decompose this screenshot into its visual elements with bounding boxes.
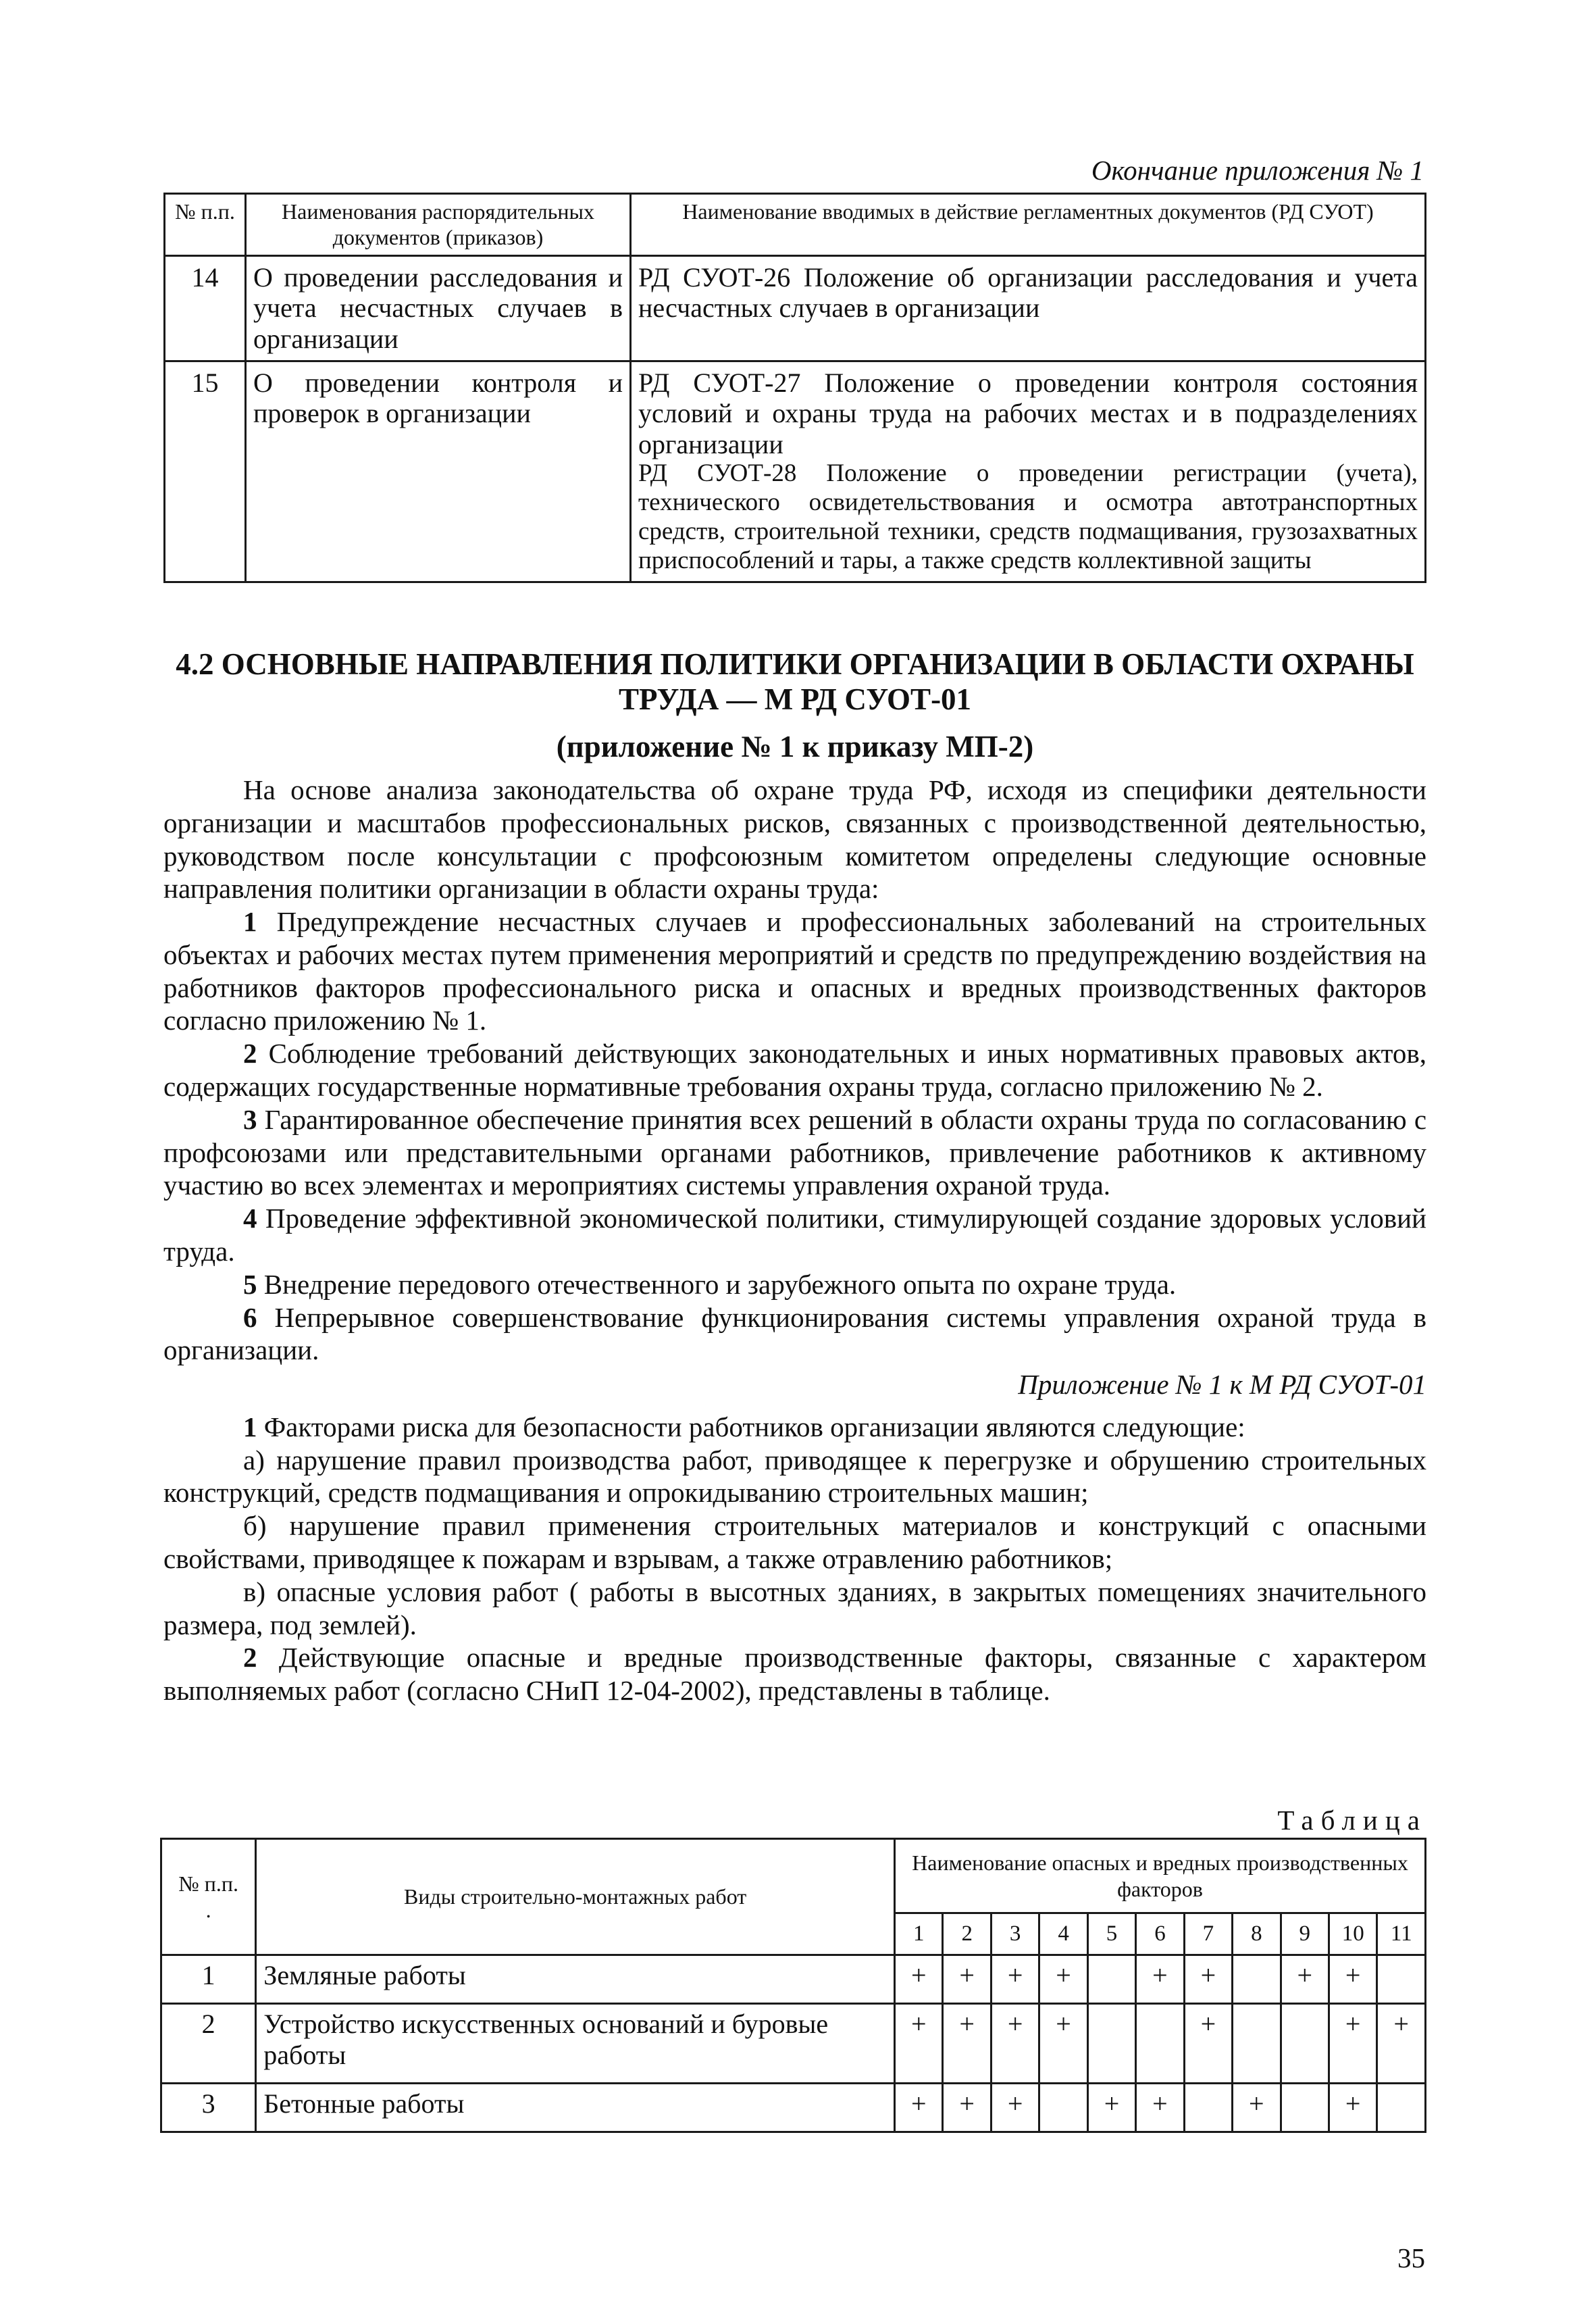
document-cell xyxy=(631,361,1426,582)
column-header-orders: Наименования распорядительных документов (приказов) xyxy=(246,194,631,256)
factor-mark: + xyxy=(895,2004,943,2084)
factor-mark xyxy=(1136,2004,1184,2084)
policy-item xyxy=(163,1301,1426,1367)
item-text: Действующие опасные и вредные производственные факторы, связанные с характером выполняемых работ (согласно СНиП 12-04-2002), представлены в таблице. xyxy=(163,1642,1427,1707)
factor-mark xyxy=(1184,2084,1232,2132)
appendix-label: Приложение № 1 к М РД СУОТ-01 xyxy=(1018,1369,1426,1401)
policy-item xyxy=(163,1202,1426,1268)
factor-col-header: 5 xyxy=(1087,1913,1135,1955)
table-row xyxy=(165,361,1426,582)
factor-mark: + xyxy=(1184,1955,1232,2004)
item-number: 2 xyxy=(243,1642,257,1674)
work-type: Бетонные работы xyxy=(256,2084,895,2132)
factor-col-header: 10 xyxy=(1329,1913,1376,1955)
section-subtitle: (приложение № 1 к приказу МП-2) xyxy=(556,730,1034,763)
row-number: 15 xyxy=(165,361,246,582)
risk-item: б) нарушение правил применения строительных материалов и конструкций с опасными свойствами, приводящее к пожарам и взрывам, а также отравлению работников; xyxy=(163,1510,1426,1574)
column-header-documents: Наименование вводимых в действие регламентных документов (РД СУОТ) xyxy=(631,194,1426,256)
factor-mark: + xyxy=(1136,1955,1184,2004)
item-text: Проведение эффективной экономической политики, стимулирующей создание здоровых условий труда. xyxy=(163,1203,1426,1267)
page-number: 35 xyxy=(1397,2242,1425,2273)
factor-mark: + xyxy=(1039,2004,1087,2084)
table-header-row xyxy=(165,194,1426,256)
factor-col-header: 6 xyxy=(1136,1913,1184,1955)
factor-mark xyxy=(1233,2004,1281,2084)
factor-mark xyxy=(1281,2084,1329,2132)
factor-mark: + xyxy=(1329,2004,1376,2084)
factor-mark: + xyxy=(943,2084,991,2132)
factor-col-header: 1 xyxy=(895,1913,943,1955)
factor-mark: + xyxy=(943,2004,991,2084)
item-number: 3 xyxy=(243,1103,257,1135)
item-number: 4 xyxy=(243,1203,257,1234)
factor-mark xyxy=(1233,1955,1281,2004)
factor-mark: + xyxy=(991,2004,1039,2084)
factor-mark: + xyxy=(1329,1955,1376,2004)
table-row xyxy=(161,2084,1426,2132)
document-name: РД СУОТ-27 Положение о проведении контроля состояния условий и охраны труда на рабочих местах и в подразделениях организации xyxy=(638,367,1418,459)
work-type: Земляные работы xyxy=(256,1955,895,2004)
factor-mark xyxy=(1281,2004,1329,2084)
risk-intro xyxy=(163,1411,1426,1444)
row-number: 14 xyxy=(165,255,246,361)
factor-mark: + xyxy=(895,1955,943,2004)
row-number: 3 xyxy=(161,2084,256,2132)
section-body xyxy=(163,774,1426,1707)
hazard-factors-table xyxy=(160,1838,1426,2133)
table-row xyxy=(161,2004,1426,2084)
order-name: О проведении контроля и проверок в организации xyxy=(246,361,631,582)
table-row xyxy=(161,1955,1426,2004)
factor-mark: + xyxy=(895,2084,943,2132)
header-dot-text: . xyxy=(205,1897,211,1922)
orders-table xyxy=(163,193,1426,583)
item-text: Гарантированное обеспечение принятия всех решений в области охраны труда по согласованию с профсоюзами или представительными органами работников, привлечение работников к активному участию во всех элементах и мероприятиях системы управления охраной труда. xyxy=(163,1103,1427,1201)
policy-item xyxy=(163,905,1426,1037)
factor-mark: + xyxy=(1377,2004,1426,2084)
item-text: Внедрение передового отечественного и зарубежного опыта по охране труда. xyxy=(263,1268,1177,1300)
factor-mark: + xyxy=(991,1955,1039,2004)
policy-item xyxy=(163,1037,1426,1103)
factor-mark: + xyxy=(991,2084,1039,2132)
factor-mark: + xyxy=(1329,2084,1376,2132)
item-text: Непрерывное совершенствование функционирования системы управления охраной труда в организации. xyxy=(163,1301,1426,1366)
factor-col-header: 11 xyxy=(1377,1913,1426,1955)
factor-col-header: 8 xyxy=(1233,1913,1281,1955)
item-number: 6 xyxy=(243,1301,257,1333)
factor-mark xyxy=(1087,1955,1135,2004)
risk-item: а) нарушение правил производства работ, приводящее к перегрузке и обрушению строительных конструкций, средств подмащивания и опрокидыванию строительных машин; xyxy=(163,1444,1426,1509)
factor-mark: + xyxy=(1087,2084,1135,2132)
policy-item xyxy=(163,1268,1426,1301)
factor-mark xyxy=(1039,2084,1087,2132)
factor-mark: + xyxy=(1233,2084,1281,2132)
policy-item xyxy=(163,1103,1426,1202)
factor-col-header: 2 xyxy=(943,1913,991,1955)
factor-mark xyxy=(1087,2004,1135,2084)
row-number: 2 xyxy=(161,2004,256,2084)
factor-mark: + xyxy=(1184,2004,1232,2084)
factor-col-header: 4 xyxy=(1039,1913,1087,1955)
header-number-text: № п.п. xyxy=(178,1871,239,1896)
factor-mark: + xyxy=(1281,1955,1329,2004)
risk-item: в) опасные условия работ ( работы в высотных зданиях, в закрытых помещениях значительного размера, под землей). xyxy=(163,1576,1426,1640)
item-text: Соблюдение требований действующих законодательных и иных нормативных правовых актов, содержащих государственные нормативные требования охраны труда, согласно приложению № 2. xyxy=(163,1038,1427,1103)
order-name: О проведении расследования и учета несчастных случаев в организации xyxy=(246,255,631,361)
item-number: 5 xyxy=(243,1268,257,1300)
continuation-note: Окончание приложения № 1 xyxy=(1091,155,1424,186)
column-header-work-type: Виды строительно-монтажных работ xyxy=(256,1839,895,1955)
factor-mark xyxy=(1377,2084,1426,2132)
column-header-factors: Наименование опасных и вредных производственных факторов xyxy=(895,1839,1426,1913)
item-text: Факторами риска для безопасности работников организации являются следующие: xyxy=(263,1411,1245,1442)
factor-mark: + xyxy=(943,1955,991,2004)
intro-paragraph: На основе анализа законодательства об охране труда РФ, исходя из специфики деятельности организации и масштабов профессиональных рисков, связанных с производственной деятельностью, руководством после консультации с профсоюзным комитетом определены следующие основные направления политики организации в области охраны труда: xyxy=(163,774,1426,905)
item-number: 1 xyxy=(243,1411,257,1442)
factor-mark: + xyxy=(1136,2084,1184,2132)
factor-col-header: 3 xyxy=(991,1913,1039,1955)
document-name: РД СУОТ-28 Положение о проведении регистрации (учета), технического освидетельствования и осмотра автотранспортных средств, строительной техники, средств подмащивания, грузозахватных приспособлений и тары, а также средств коллективной защиты xyxy=(638,459,1418,575)
factor-col-header: 7 xyxy=(1184,1913,1232,1955)
column-header-number xyxy=(161,1839,256,1955)
item-number: 1 xyxy=(243,906,257,938)
work-type: Устройство искусственных оснований и буровые работы xyxy=(256,2004,895,2084)
item-number: 2 xyxy=(243,1038,257,1070)
factors-paragraph xyxy=(163,1641,1426,1707)
document-name: РД СУОТ-26 Положение об организации расследования и учета несчастных случаев в организации xyxy=(631,255,1426,361)
row-number: 1 xyxy=(161,1955,256,2004)
table-header-row xyxy=(161,1839,1426,1913)
section-title: 4.2 ОСНОВНЫЕ НАПРАВЛЕНИЯ ПОЛИТИКИ ОРГАНИЗАЦИИ В ОБЛАСТИ ОХРАНЫ ТРУДА — М РД СУОТ-01 xyxy=(176,647,1414,716)
item-text: Предупреждение несчастных случаев и профессиональных заболеваний на строительных объектах и рабочих местах путем применения мероприятий и средств по предупреждению воздействия на работников факторов профессионального риска и опасных и вредных производственных факторов согласно приложению № 1. xyxy=(163,906,1427,1036)
factor-mark xyxy=(1377,1955,1426,2004)
table-caption: Таблица xyxy=(1277,1805,1427,1836)
factor-mark: + xyxy=(1039,1955,1087,2004)
factor-col-header: 9 xyxy=(1281,1913,1329,1955)
table-row xyxy=(165,255,1426,361)
column-header-number: № п.п. xyxy=(165,194,246,256)
